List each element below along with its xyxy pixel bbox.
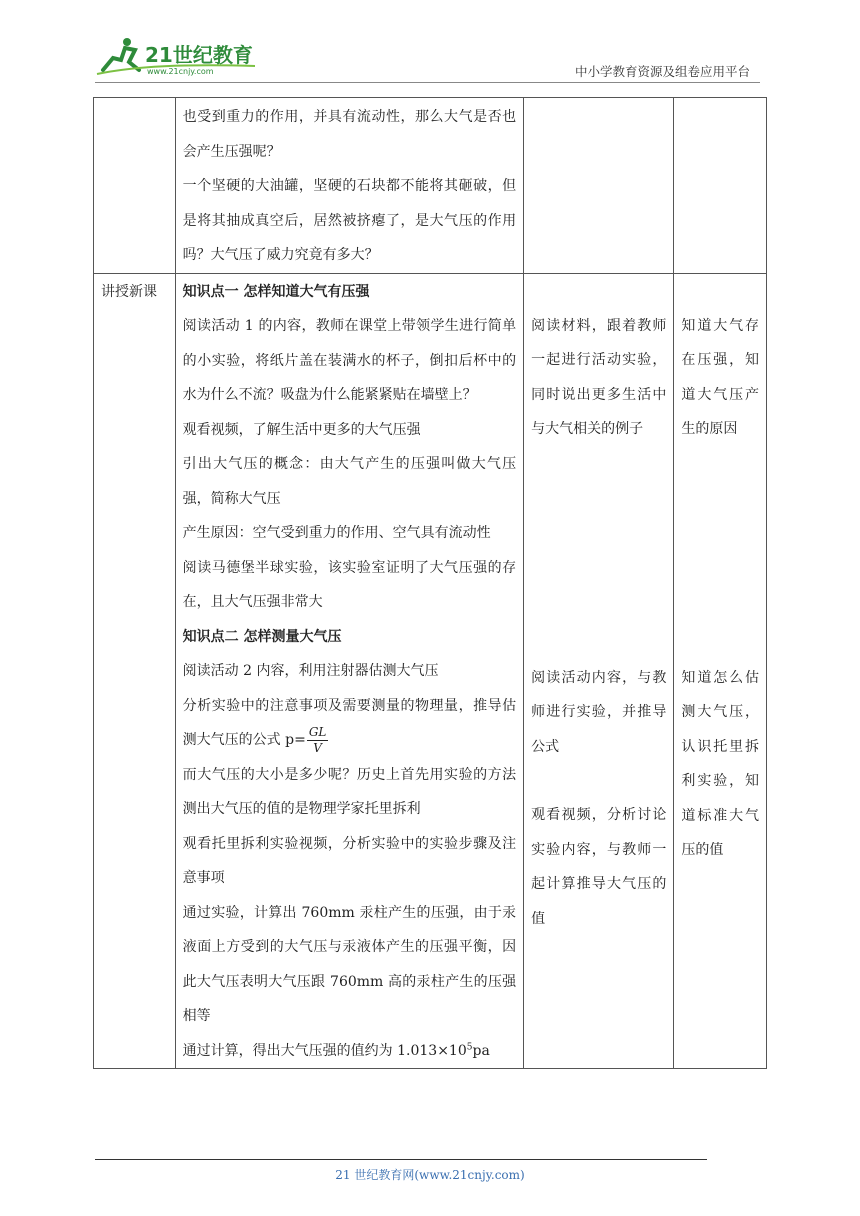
paragraph-result [183,1034,516,1069]
teacher-activity-cell [175,273,523,1069]
paragraph: 观看托里拆利实验视频，分析实验中的实验步骤及注意事项 [182,835,517,886]
paragraph: 引出大气压的概念：由大气产生的压强叫做大气压强，简称大气压 [182,456,517,507]
paragraph-formula [183,689,516,758]
formula-lead-text: 分析实验中的注意事项及需要测量的物理量，推导估测大气压的公式 p= [182,697,517,748]
formula-fraction [307,725,329,756]
paragraph: 一个坚硬的大油罐，坚硬的石块都不能将其砸破，但是将其抽成真空后，居然被挤瘪了，是大气压的作用吗？大气压了威力究竟有多大？ [182,178,517,263]
logo-url: www.21cnjy.com [147,67,214,76]
knowledge-point-1-title: 知识点一 怎样知道大气有压强 [182,283,370,300]
stage-cell [94,273,176,1069]
stage-cell [94,98,176,274]
student-activity-cell [524,98,674,274]
lesson-table [93,97,767,1069]
formula-denominator: V [313,740,322,755]
platform-name: 中小学教育资源及组卷应用平台 [574,64,750,79]
logo-text: 21世纪教育 [145,43,253,67]
paragraph: 通过实验，计算出 760mm 汞柱产生的压强，由于汞液面上方受到的大气压与汞液体产生的压强平衡，因此大气压表明大气压跟 760mm 高的汞柱产生的压强相等 [182,904,517,1024]
student-activity-cell [524,273,674,1069]
footer-text: 21 世纪教育网(www.21cnjy.com) [335,1168,525,1182]
stage-label: 讲授新课 [101,283,157,300]
result-text: 通过计算，得出大气压强的值约为 1.013×10 [182,1042,467,1059]
header-divider [95,82,760,83]
paragraph: 产生原因：空气受到重力的作用、空气具有流动性 [182,525,491,541]
site-logo [95,36,265,78]
design-intent-1: 知道大气存在压强，知道大气压产生的原因 [681,317,759,437]
knowledge-point-2-title: 知识点二 怎样测量大气压 [182,628,342,645]
teacher-activity-cell [175,98,523,274]
paragraph: 观看视频，了解生活中更多的大气压强 [182,421,421,438]
paragraph: 而大气压的大小是多少呢？历史上首先用实验的方法测出大气压的值的是物理学家托里拆利 [182,766,517,817]
design-intent-cell [674,273,767,1069]
paragraph: 阅读活动 1 的内容，教师在课堂上带领学生进行简单的小实验，将纸片盖在装满水的杯子，倒扣后杯中的水为什么不流？吸盘为什么能紧紧贴在墙壁上？ [182,318,517,403]
design-intent-2: 知道怎么估测大气压，认识托里拆利实验，知道标准大气压的值 [681,669,759,858]
paragraph: 阅读马德堡半球实验，该实验室证明了大气压强的存在，且大气压强非常大 [182,559,517,610]
student-activity-2b: 观看视频，分析讨论实验内容，与教师一起计算推导大气压的值 [531,807,667,927]
footer-divider [95,1159,707,1160]
design-intent-cell [674,98,767,274]
page-header [0,0,860,95]
result-unit: pa [472,1042,490,1059]
student-activity-1: 阅读材料，跟着教师一起进行活动实验，同时说出更多生活中与大气相关的例子 [531,317,667,437]
table-row-intro [94,98,767,274]
student-activity-2a: 阅读活动内容，与教师进行实验，并推导公式 [531,669,667,755]
paragraph: 也受到重力的作用，并具有流动性，那么大气是否也会产生压强呢？ [182,109,517,160]
formula-numerator: GL [308,724,327,739]
table-row-teach [94,273,767,1069]
result-exponent: 5 [466,1041,473,1052]
paragraph: 阅读活动 2 内容，利用注射器估测大气压 [182,663,439,679]
